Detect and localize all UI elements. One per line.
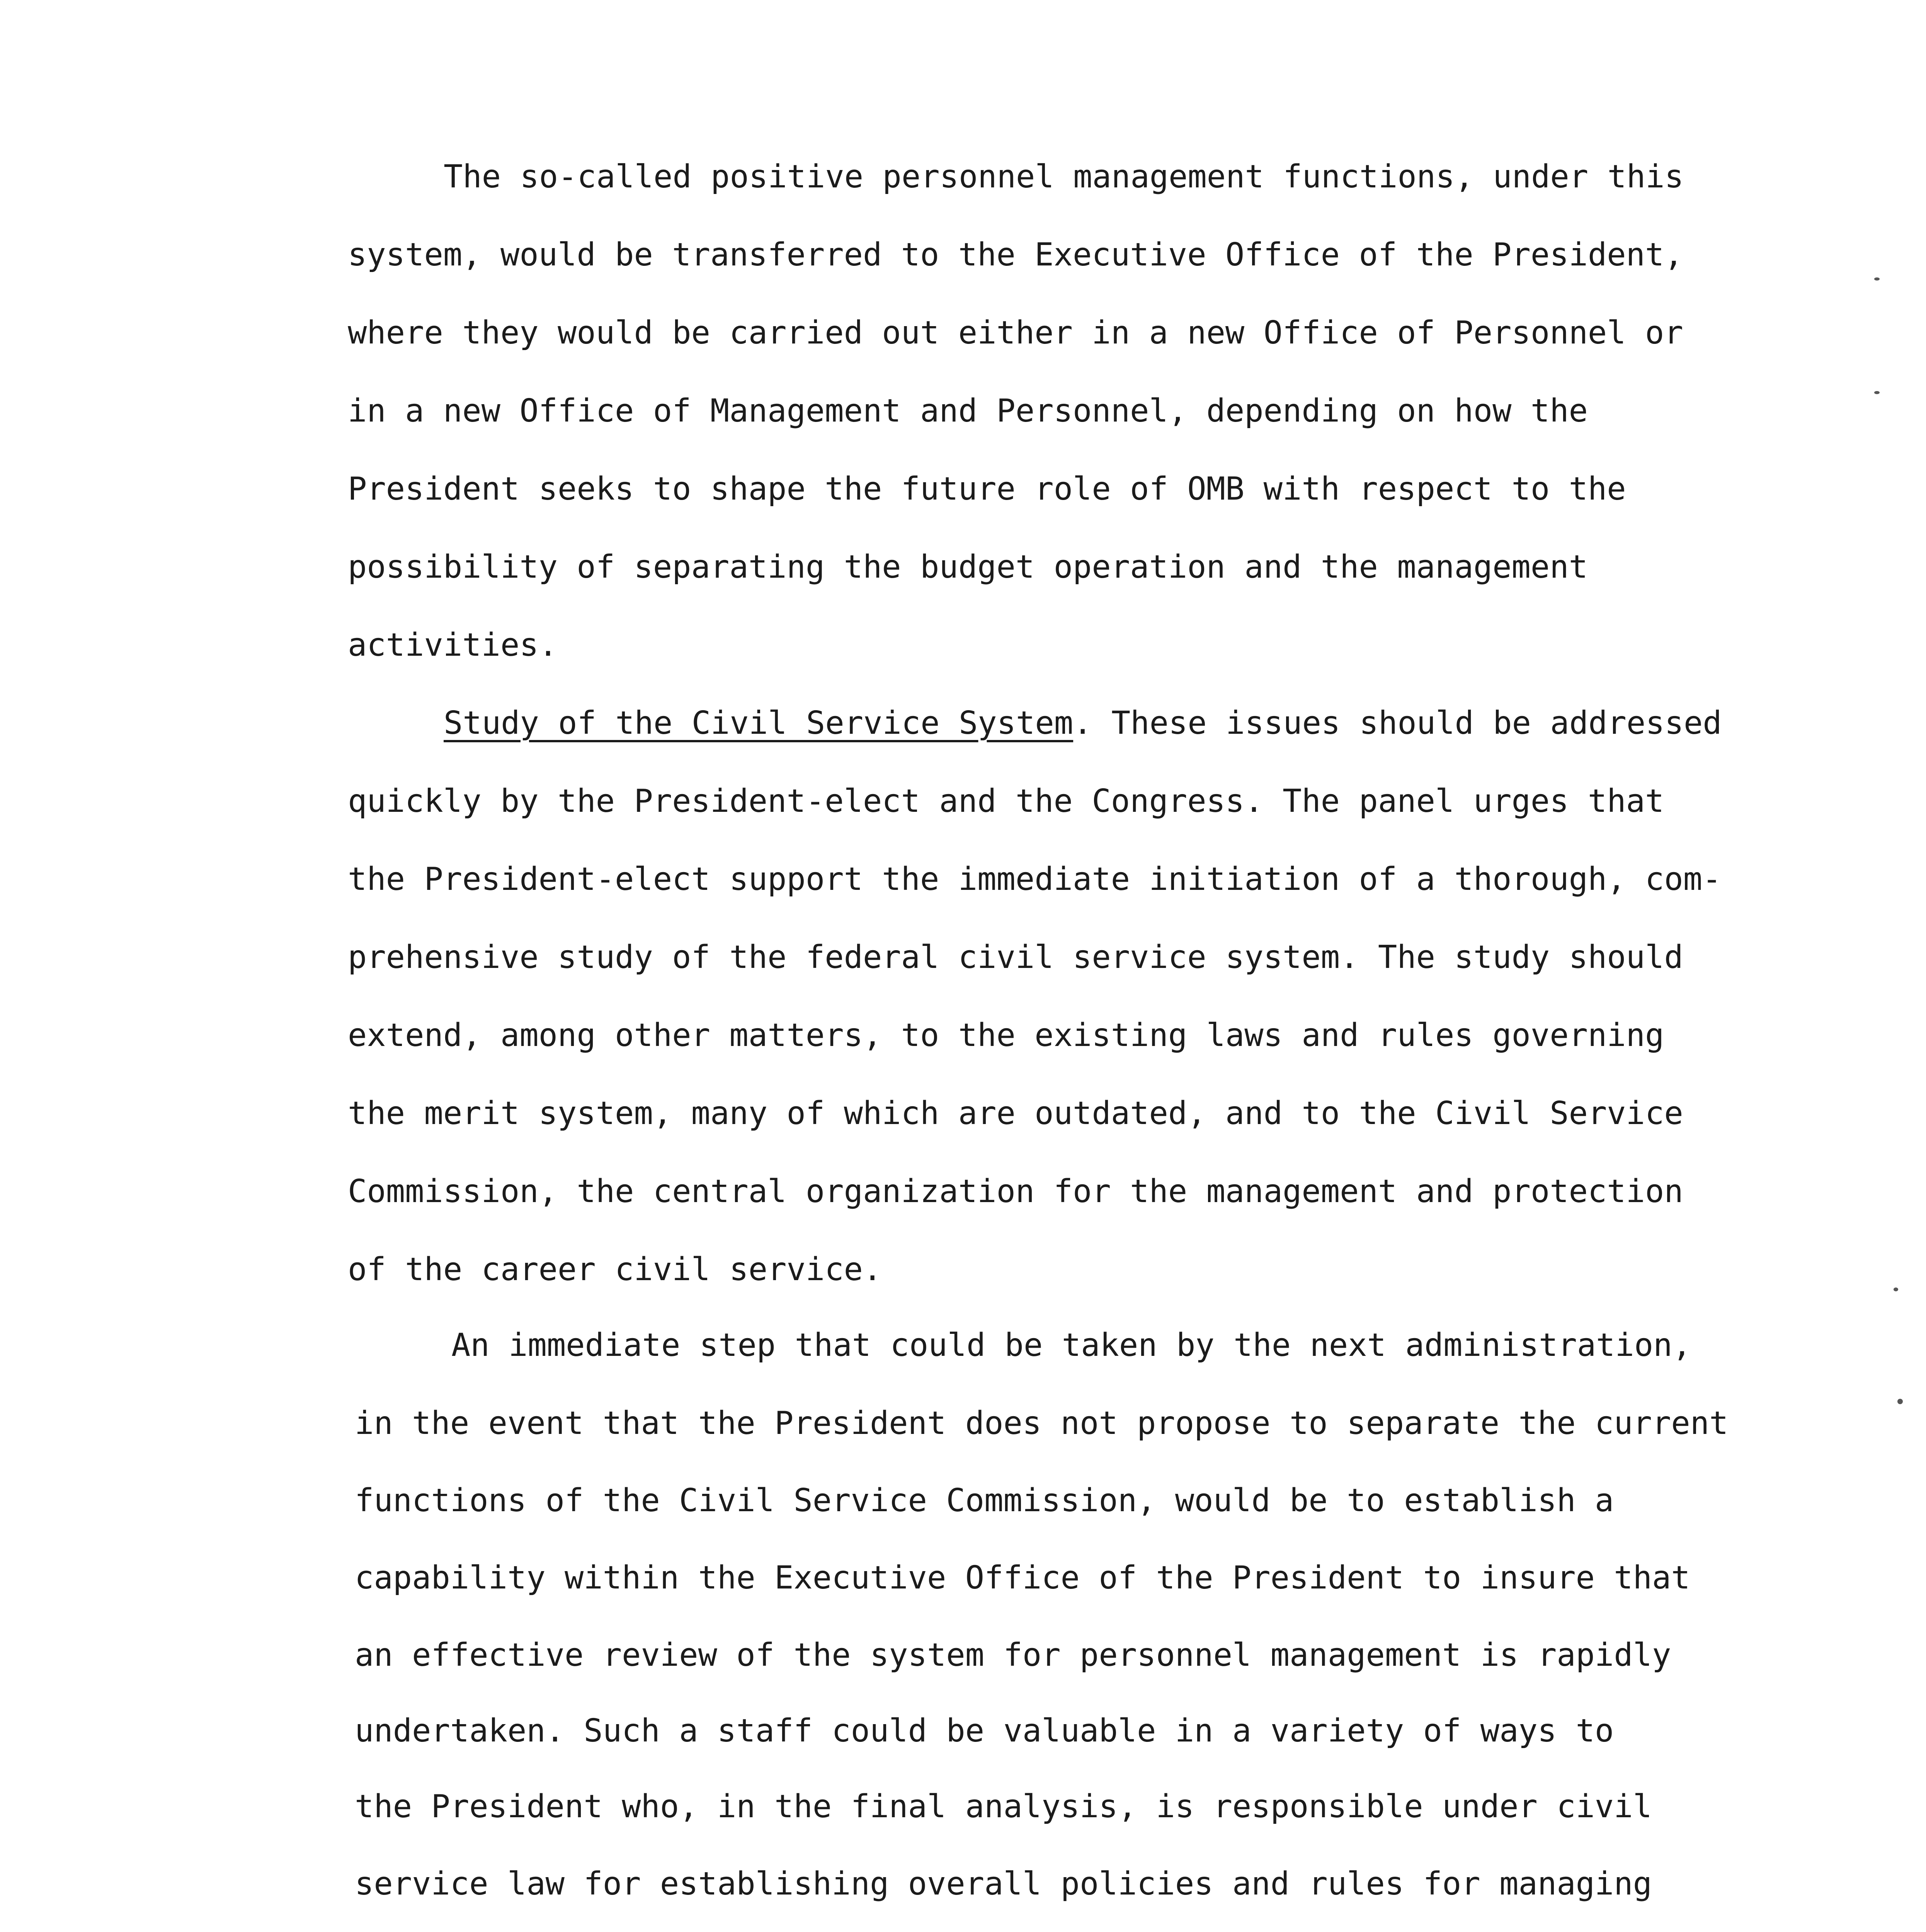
scan-speck — [1874, 391, 1880, 394]
paragraph-line: functions of the Civil Service Commission, would be to establish a — [355, 1482, 1614, 1519]
paragraph-line: service law for establishing overall policies and rules for managing — [355, 1866, 1652, 1902]
paragraph-line: prehensive study of the federal civil service system. The study should — [348, 939, 1683, 976]
paragraph-line: possibility of separating the budget operation and the management — [348, 549, 1588, 585]
paragraph-line: an effective review of the system for personnel management is rapidly — [355, 1637, 1671, 1673]
paragraph-first-line — [444, 704, 1722, 743]
paragraph-line: capability within the Executive Office of the President to insure that — [355, 1560, 1690, 1596]
paragraph-line: system, would be transferred to the Executive Office of the President, — [348, 236, 1683, 273]
scan-speck — [1894, 1287, 1898, 1291]
scan-speck — [1874, 277, 1880, 281]
paragraph-line: Commission, the central organization for the management and protection — [348, 1173, 1683, 1210]
paragraph-line: quickly by the President-elect and the Congress. The panel urges that — [348, 783, 1664, 820]
paragraph-line: The so-called positive personnel management functions, under this — [444, 158, 1684, 195]
paragraph-line: the merit system, many of which are outdated, and to the Civil Service — [348, 1095, 1683, 1132]
paragraph-line: in the event that the President does not propose to separate the current — [355, 1405, 1729, 1442]
section-heading: Study of the Civil Service System — [444, 705, 1074, 742]
paragraph-line: the President who, in the final analysis, is responsible under civil — [355, 1788, 1652, 1825]
paragraph-line: An immediate step that could be taken by the next administration, — [451, 1327, 1691, 1364]
paragraph-line: undertaken. Such a staff could be valuable in a variety of ways to — [355, 1713, 1614, 1749]
paragraph-line: of the career civil service. — [348, 1251, 882, 1288]
paragraph-line-rest: . These issues should be addressed — [1073, 705, 1722, 742]
paragraph-line: extend, among other matters, to the existing laws and rules governing — [348, 1017, 1664, 1054]
paragraph-line: activities. — [348, 627, 558, 663]
scan-speck — [1897, 1399, 1903, 1404]
paragraph-line: where they would be carried out either in a new Office of Personnel or — [348, 315, 1683, 351]
paragraph-line: in a new Office of Management and Personnel, depending on how the — [348, 393, 1588, 429]
paragraph-line: the President-elect support the immediate initiation of a thorough, com- — [348, 861, 1722, 898]
paragraph-line: President seeks to shape the future role of OMB with respect to the — [348, 471, 1626, 507]
